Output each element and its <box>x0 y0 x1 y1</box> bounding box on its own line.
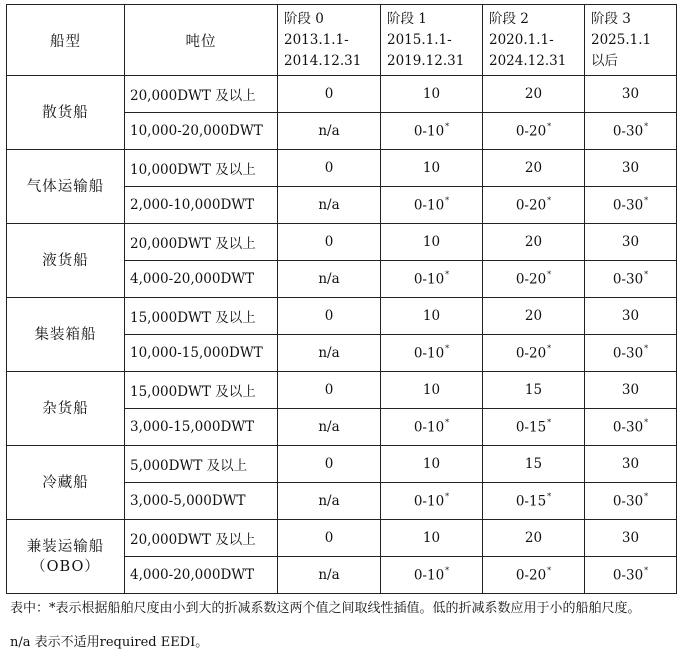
phase-2-value: 15 <box>524 382 543 398</box>
header-phase-3 <box>585 5 677 76</box>
phase-2-value-cell <box>483 261 585 298</box>
phase-2-value: 0-15 <box>515 493 547 510</box>
ship-type-label: 杂货船 <box>42 400 89 417</box>
interpolation-mark: * <box>644 269 649 279</box>
ship-type-cell <box>7 446 125 520</box>
header-phase-0-end: 2014.12.31 <box>284 53 362 69</box>
interpolation-mark: * <box>445 565 450 575</box>
interpolation-mark: * <box>644 565 649 575</box>
phase-0-value: 0 <box>324 234 334 250</box>
phase-2-value-cell <box>483 150 585 187</box>
phase-2-value-cell <box>483 76 585 113</box>
phase-0-value: n/a <box>318 123 340 139</box>
header-phase-2-title: 阶段 2 <box>489 11 529 27</box>
phase-2-value-cell <box>483 298 585 335</box>
tonnage-cell: 20,000DWT 及以上 <box>125 520 278 557</box>
phase-3-value-cell <box>585 483 677 520</box>
phase-2-value: 0-20 <box>515 197 547 214</box>
phase-0-value-cell <box>278 557 381 594</box>
phase-3-value: 30 <box>621 86 640 102</box>
header-phase-3-title: 阶段 3 <box>591 11 631 27</box>
phase-1-value-cell <box>381 520 483 557</box>
interpolation-mark: * <box>445 269 450 279</box>
phase-2-value: 20 <box>524 86 543 102</box>
interpolation-mark: * <box>445 343 450 353</box>
phase-3-value: 30 <box>621 160 640 176</box>
phase-1-value: 0-10 <box>413 345 445 362</box>
phase-0-value-cell <box>278 150 381 187</box>
ship-type-label: 兼装运输船 <box>26 538 105 555</box>
phase-1-value-cell <box>381 409 483 446</box>
phase-1-value: 0-10 <box>413 197 445 214</box>
header-row <box>7 5 677 76</box>
table-row <box>7 446 677 483</box>
phase-1-value-cell <box>381 187 483 224</box>
header-phase-1 <box>381 5 483 76</box>
phase-3-value: 0-30 <box>612 197 644 214</box>
note-interpolation: 表中：*表示根据船舶尺度由小到大的折减系数这两个值之间取线性插值。低的折减系数应用于小的船舶尺度。 <box>10 601 641 616</box>
phase-1-value: 0-10 <box>413 567 445 584</box>
phase-3-value: 30 <box>621 530 640 546</box>
phase-3-value-cell <box>585 150 677 187</box>
phase-1-value-cell <box>381 372 483 409</box>
phase-3-value: 30 <box>621 456 640 472</box>
phase-2-value-cell <box>483 335 585 372</box>
phase-2-value: 20 <box>524 308 543 324</box>
interpolation-mark: * <box>547 269 552 279</box>
phase-0-value-cell <box>278 187 381 224</box>
header-phase-2-end: 2024.12.31 <box>489 53 567 69</box>
interpolation-mark: * <box>445 417 450 427</box>
interpolation-mark: * <box>445 195 450 205</box>
table-row <box>7 298 677 335</box>
phase-3-value: 30 <box>621 308 640 324</box>
phase-0-value-cell <box>278 335 381 372</box>
table-row <box>7 372 677 409</box>
tonnage-cell: 10,000-15,000DWT <box>125 335 278 372</box>
phase-3-value: 0-30 <box>612 419 644 436</box>
phase-1-value: 10 <box>422 160 441 176</box>
phase-0-value-cell <box>278 520 381 557</box>
phase-3-value-cell <box>585 113 677 150</box>
phase-3-value: 30 <box>621 234 640 250</box>
tonnage-cell: 20,000DWT 及以上 <box>125 224 278 261</box>
interpolation-mark: * <box>547 195 552 205</box>
phase-0-value: n/a <box>318 271 340 287</box>
table-row <box>7 224 677 261</box>
phase-1-value: 0-10 <box>413 419 445 436</box>
phase-3-value-cell <box>585 372 677 409</box>
eedi-reduction-table <box>6 4 677 594</box>
interpolation-mark: * <box>445 121 450 131</box>
phase-1-value: 10 <box>422 456 441 472</box>
interpolation-mark: * <box>644 195 649 205</box>
phase-2-value-cell <box>483 446 585 483</box>
phase-1-value-cell <box>381 483 483 520</box>
phase-1-value-cell <box>381 298 483 335</box>
interpolation-mark: * <box>644 121 649 131</box>
phase-1-value-cell <box>381 113 483 150</box>
tonnage-cell: 4,000-20,000DWT <box>125 557 278 594</box>
phase-2-value: 20 <box>524 160 543 176</box>
header-phase-1-start: 2015.1.1- <box>387 32 452 48</box>
interpolation-mark: * <box>644 491 649 501</box>
header-tonnage: 吨位 <box>125 5 278 76</box>
phase-2-value-cell <box>483 113 585 150</box>
tonnage-cell: 15,000DWT 及以上 <box>125 372 278 409</box>
note-not-applicable: n/a 表示不适用required EEDI。 <box>10 635 209 650</box>
phase-0-value: n/a <box>318 493 340 509</box>
phase-0-value-cell <box>278 409 381 446</box>
interpolation-mark: * <box>644 343 649 353</box>
tonnage-cell: 3,000-15,000DWT <box>125 409 278 446</box>
phase-0-value-cell <box>278 76 381 113</box>
phase-0-value: 0 <box>324 382 334 398</box>
tonnage-cell: 15,000DWT 及以上 <box>125 298 278 335</box>
phase-1-value: 10 <box>422 86 441 102</box>
phase-2-value-cell <box>483 224 585 261</box>
header-phase-0-title: 阶段 0 <box>284 11 324 27</box>
tonnage-cell: 4,000-20,000DWT <box>125 261 278 298</box>
phase-1-value-cell <box>381 150 483 187</box>
ship-type-label: 冷藏船 <box>42 474 89 491</box>
phase-0-value: 0 <box>324 160 334 176</box>
phase-3-value: 0-30 <box>612 271 644 288</box>
phase-3-value-cell <box>585 520 677 557</box>
phase-2-value: 0-15 <box>515 419 547 436</box>
tonnage-cell: 2,000-10,000DWT <box>125 187 278 224</box>
phase-3-value-cell <box>585 409 677 446</box>
phase-3-value-cell <box>585 187 677 224</box>
header-ship-type: 船型 <box>7 5 125 76</box>
phase-2-value: 0-20 <box>515 345 547 362</box>
phase-2-value: 0-20 <box>515 271 547 288</box>
header-phase-2-start: 2020.1.1- <box>489 32 554 48</box>
header-phase-0-start: 2013.1.1- <box>284 32 349 48</box>
phase-0-value-cell <box>278 483 381 520</box>
phase-0-value: 0 <box>324 456 334 472</box>
phase-3-value-cell <box>585 76 677 113</box>
tonnage-cell: 5,000DWT 及以上 <box>125 446 278 483</box>
phase-0-value-cell <box>278 372 381 409</box>
tonnage-cell: 10,000DWT 及以上 <box>125 150 278 187</box>
tonnage-cell: 3,000-5,000DWT <box>125 483 278 520</box>
phase-1-value: 10 <box>422 308 441 324</box>
phase-3-value-cell <box>585 446 677 483</box>
ship-type-label: 液货船 <box>42 252 89 269</box>
phase-0-value-cell <box>278 113 381 150</box>
table-body <box>7 76 677 594</box>
phase-1-value: 10 <box>422 234 441 250</box>
phase-2-value-cell <box>483 409 585 446</box>
table-row <box>7 150 677 187</box>
phase-0-value: n/a <box>318 345 340 361</box>
header-phase-3-start: 2025.1.1 <box>591 32 652 48</box>
interpolation-mark: * <box>644 417 649 427</box>
phase-0-value: n/a <box>318 567 340 583</box>
phase-0-value-cell <box>278 261 381 298</box>
phase-3-value-cell <box>585 557 677 594</box>
ship-type-cell <box>7 224 125 298</box>
phase-0-value-cell <box>278 224 381 261</box>
table-row <box>7 76 677 113</box>
phase-1-value: 0-10 <box>413 271 445 288</box>
phase-3-value: 0-30 <box>612 345 644 362</box>
interpolation-mark: * <box>547 565 552 575</box>
phase-3-value: 0-30 <box>612 493 644 510</box>
phase-3-value-cell <box>585 224 677 261</box>
interpolation-mark: * <box>445 491 450 501</box>
ship-type-label: 气体运输船 <box>26 178 105 195</box>
phase-0-value-cell <box>278 446 381 483</box>
tonnage-cell: 10,000-20,000DWT <box>125 113 278 150</box>
phase-0-value: n/a <box>318 419 340 435</box>
phase-1-value: 0-10 <box>413 493 445 510</box>
phase-1-value-cell <box>381 76 483 113</box>
phase-0-value: n/a <box>318 197 340 213</box>
phase-2-value-cell <box>483 520 585 557</box>
phase-0-value: 0 <box>324 86 334 102</box>
interpolation-mark: * <box>547 491 552 501</box>
phase-0-value-cell <box>278 298 381 335</box>
header-phase-2 <box>483 5 585 76</box>
phase-1-value: 0-10 <box>413 123 445 140</box>
ship-type-cell <box>7 298 125 372</box>
phase-3-value: 0-30 <box>612 123 644 140</box>
phase-1-value-cell <box>381 224 483 261</box>
phase-1-value-cell <box>381 557 483 594</box>
phase-3-value-cell <box>585 335 677 372</box>
phase-2-value-cell <box>483 557 585 594</box>
interpolation-mark: * <box>547 343 552 353</box>
header-phase-1-end: 2019.12.31 <box>387 53 465 69</box>
ship-type-cell <box>7 150 125 224</box>
ship-type-label: 散货船 <box>42 104 89 121</box>
phase-2-value: 20 <box>524 234 543 250</box>
phase-0-value: 0 <box>324 308 334 324</box>
phase-1-value: 10 <box>422 530 441 546</box>
phase-2-value: 0-20 <box>515 567 547 584</box>
phase-2-value-cell <box>483 483 585 520</box>
ship-type-cell <box>7 520 125 594</box>
phase-2-value: 20 <box>524 530 543 546</box>
interpolation-mark: * <box>547 417 552 427</box>
phase-3-value: 0-30 <box>612 567 644 584</box>
phase-1-value-cell <box>381 335 483 372</box>
header-phase-3-end: 以后 <box>591 53 618 69</box>
phase-3-value-cell <box>585 261 677 298</box>
tonnage-cell: 20,000DWT 及以上 <box>125 76 278 113</box>
ship-type-cell <box>7 76 125 150</box>
ship-type-label: （OBO） <box>31 558 100 575</box>
phase-0-value: 0 <box>324 530 334 546</box>
phase-2-value: 15 <box>524 456 543 472</box>
table-notes <box>10 600 675 652</box>
phase-1-value-cell <box>381 446 483 483</box>
phase-2-value-cell <box>483 372 585 409</box>
interpolation-mark: * <box>547 121 552 131</box>
header-phase-0 <box>278 5 381 76</box>
phase-1-value: 10 <box>422 382 441 398</box>
header-phase-1-title: 阶段 1 <box>387 11 427 27</box>
ship-type-label: 集装箱船 <box>34 326 97 343</box>
phase-3-value-cell <box>585 298 677 335</box>
phase-2-value: 0-20 <box>515 123 547 140</box>
table-row <box>7 520 677 557</box>
phase-3-value: 30 <box>621 382 640 398</box>
ship-type-cell <box>7 372 125 446</box>
phase-1-value-cell <box>381 261 483 298</box>
phase-2-value-cell <box>483 187 585 224</box>
